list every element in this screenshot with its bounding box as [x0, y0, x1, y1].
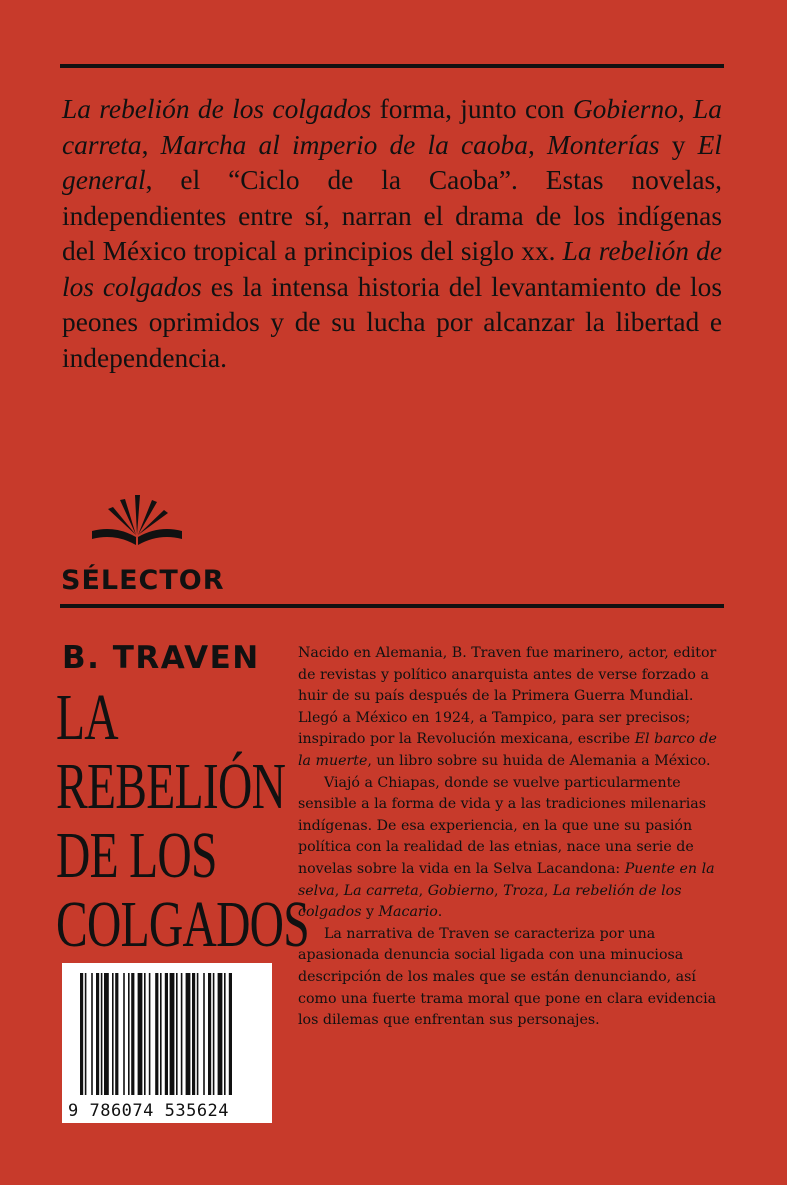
bio-paragraph: Viajó a Chiapas, donde se vuelve particularmente sensible a la forma de vida y a las tradiciones milenarias indígenas. De esa experiencia, en la que une su pasión política con la realidad de las etnias, nace una serie de novelas sobre la vida en la Selva Lacandona: Puente en la selva, La carreta, Gobierno, Troza, La rebelión de los colgados y Macario.	[298, 774, 715, 921]
bio-paragraph: Nacido en Alemania, B. Traven fue marinero, actor, editor de revistas y político anarquista antes de verse forzado a huir de su país después de la Primera Guerra Mundial. Llegó a México en 1924, a Tampico, para ser precisos; inspirado por la Revolución mexicana, escribe El barco de la muerte, un libro sobre su huida de Alemania a México.	[298, 645, 717, 769]
barcode-bar	[123, 973, 125, 1095]
barcode-bar	[229, 973, 232, 1095]
blurb-title: La rebelión de los colgados	[62, 94, 372, 124]
barcode-bar	[96, 973, 99, 1095]
barcode-bar	[115, 973, 118, 1095]
barcode-bar	[181, 973, 183, 1095]
bio-paragraph: La narrativa de Traven se caracteriza por una apasionada denuncia social ligada con una minuciosa descripción de los males que se están denunciando, así como una fuerte trama moral que pone en clara evidencia los dilemas que enfrentan sus personajes.	[298, 925, 717, 1029]
middle-rule	[60, 604, 724, 608]
barcode-bar	[160, 973, 162, 1095]
barcode-bar	[176, 973, 178, 1095]
title-line: DE LOS	[56, 819, 217, 892]
top-rule	[60, 64, 724, 68]
author-bio	[298, 643, 726, 1032]
barcode-bar	[224, 973, 226, 1095]
publisher-name: SÉLECTOR	[61, 565, 225, 596]
barcode-bar	[91, 973, 93, 1095]
barcode	[62, 963, 272, 1123]
barcode-bar	[144, 973, 146, 1095]
barcode-bar	[208, 973, 211, 1095]
barcode-bar	[203, 973, 205, 1095]
barcode-bar	[155, 973, 158, 1095]
barcode-bar	[165, 973, 168, 1095]
title-line: LA	[56, 681, 118, 754]
isbn-number: 9 786074 535624	[68, 1101, 230, 1121]
barcode-bar	[128, 973, 130, 1095]
book-title	[56, 681, 309, 961]
barcode-bar	[112, 973, 114, 1095]
barcode-bar	[80, 973, 83, 1095]
barcode-bar	[104, 973, 109, 1095]
barcode-bar	[85, 973, 87, 1095]
open-book-icon	[90, 495, 185, 550]
barcode-bar	[149, 973, 151, 1095]
barcode-bar	[131, 973, 134, 1095]
title-line: REBELIÓN	[56, 750, 286, 823]
barcode-bar	[101, 973, 103, 1095]
barcode-bar	[213, 973, 215, 1095]
barcode-bar	[138, 973, 143, 1095]
title-line: COLGADOS	[56, 888, 309, 961]
barcode-bar	[218, 973, 223, 1095]
barcode-bar	[170, 973, 175, 1095]
barcode-bar	[192, 973, 195, 1095]
barcode-bars	[62, 963, 272, 1103]
back-cover-blurb: La rebelión de los colgados forma, junto con Gobierno, La carreta, Marcha al imperio de la caoba, Monterías y El general, el “Ciclo de la Caoba”. Estas novelas, independientes entre sí, narran el drama de los indígenas del México tropical a principios del siglo xx. La rebelión de los colgados es la intensa historia del levantamiento de los peones oprimidos y de su lucha por alcanzar la libertad e independencia.	[62, 94, 723, 373]
barcode-bar	[186, 973, 191, 1095]
author-name: B. TRAVEN	[62, 640, 260, 676]
barcode-bar	[197, 973, 199, 1095]
